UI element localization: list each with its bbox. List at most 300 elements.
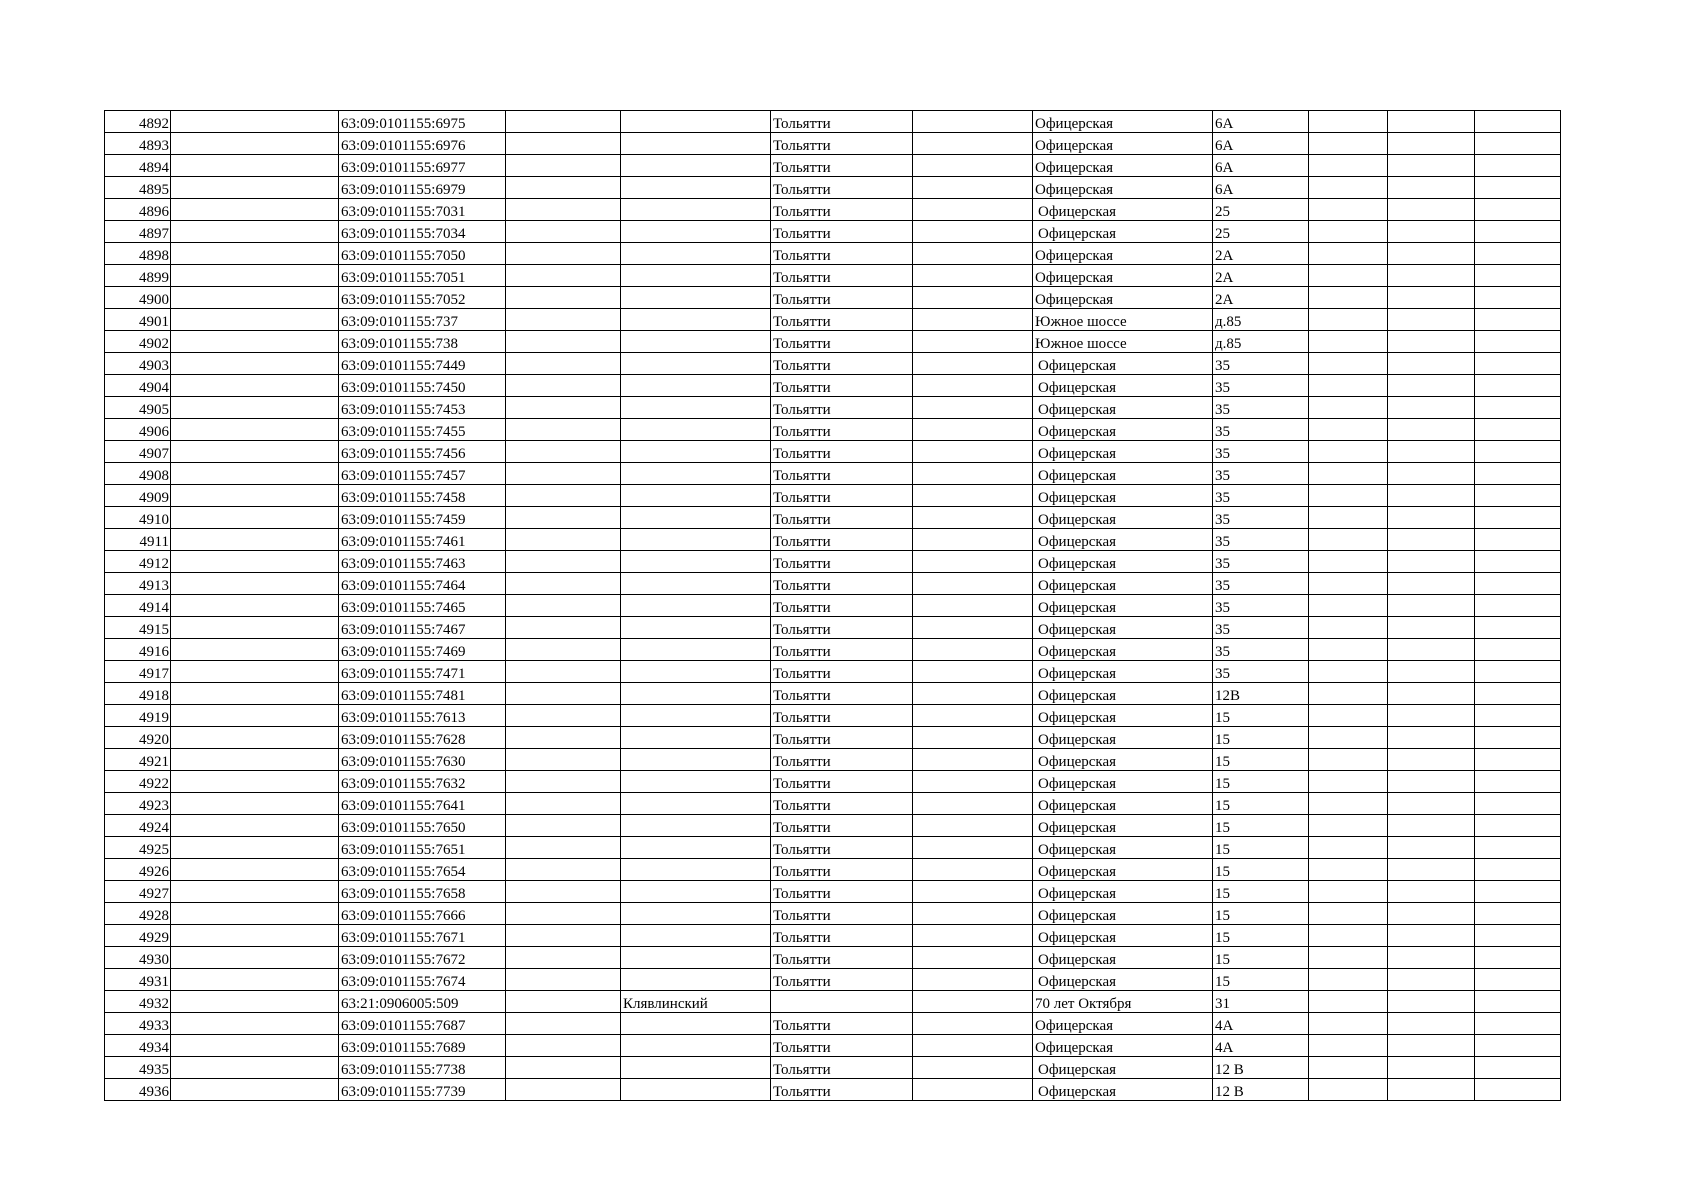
empty-cell — [171, 287, 339, 309]
empty-cell — [1309, 551, 1388, 573]
empty-cell — [1309, 199, 1388, 221]
city-cell: Тольятти — [771, 551, 913, 573]
empty-cell — [1309, 507, 1388, 529]
cadastral-number-cell: 63:09:0101155:7450 — [339, 375, 506, 397]
cadastral-number-cell: 63:09:0101155:7051 — [339, 265, 506, 287]
district-cell — [621, 419, 771, 441]
empty-cell — [506, 111, 621, 133]
empty-cell — [913, 969, 1033, 991]
row-number-cell: 4897 — [105, 221, 171, 243]
city-cell: Тольятти — [771, 859, 913, 881]
empty-cell — [1388, 639, 1475, 661]
empty-cell — [913, 727, 1033, 749]
table-row — [105, 991, 1561, 1013]
empty-cell — [506, 353, 621, 375]
street-cell: Южное шоссе — [1033, 331, 1213, 353]
empty-cell — [1309, 793, 1388, 815]
cadastral-number-cell: 63:09:0101155:7666 — [339, 903, 506, 925]
empty-cell — [1475, 595, 1561, 617]
street-cell: Офицерская — [1033, 793, 1213, 815]
cadastral-number-cell: 63:09:0101155:7672 — [339, 947, 506, 969]
empty-cell — [913, 243, 1033, 265]
city-cell: Тольятти — [771, 243, 913, 265]
cadastral-number-cell: 63:09:0101155:7650 — [339, 815, 506, 837]
table-row — [105, 1035, 1561, 1057]
city-cell: Тольятти — [771, 1035, 913, 1057]
city-cell: Тольятти — [771, 727, 913, 749]
row-number-cell: 4925 — [105, 837, 171, 859]
empty-cell — [913, 925, 1033, 947]
district-cell — [621, 661, 771, 683]
row-number-cell: 4934 — [105, 1035, 171, 1057]
empty-cell — [1309, 353, 1388, 375]
empty-cell — [506, 375, 621, 397]
empty-cell — [1309, 617, 1388, 639]
empty-cell — [1309, 969, 1388, 991]
table-row — [105, 375, 1561, 397]
empty-cell — [171, 661, 339, 683]
empty-cell — [1388, 331, 1475, 353]
row-number-cell: 4931 — [105, 969, 171, 991]
empty-cell — [506, 991, 621, 1013]
empty-cell — [913, 705, 1033, 727]
empty-cell — [171, 881, 339, 903]
street-cell: Офицерская — [1033, 683, 1213, 705]
city-cell: Тольятти — [771, 925, 913, 947]
empty-cell — [1388, 859, 1475, 881]
empty-cell — [1388, 771, 1475, 793]
city-cell: Тольятти — [771, 287, 913, 309]
street-cell: Офицерская — [1033, 199, 1213, 221]
empty-cell — [171, 177, 339, 199]
empty-cell — [506, 551, 621, 573]
empty-cell — [506, 243, 621, 265]
cadastral-number-cell: 63:09:0101155:6979 — [339, 177, 506, 199]
table-row — [105, 199, 1561, 221]
empty-cell — [1388, 903, 1475, 925]
city-cell: Тольятти — [771, 199, 913, 221]
empty-cell — [171, 221, 339, 243]
empty-cell — [171, 309, 339, 331]
table-row — [105, 925, 1561, 947]
house-cell: 25 — [1213, 221, 1309, 243]
empty-cell — [171, 485, 339, 507]
empty-cell — [913, 1079, 1033, 1101]
house-cell: 15 — [1213, 969, 1309, 991]
street-cell: Офицерская — [1033, 177, 1213, 199]
empty-cell — [1475, 573, 1561, 595]
district-cell — [621, 639, 771, 661]
empty-cell — [1309, 419, 1388, 441]
row-number-cell: 4903 — [105, 353, 171, 375]
empty-cell — [171, 903, 339, 925]
empty-cell — [1475, 859, 1561, 881]
table-row — [105, 573, 1561, 595]
empty-cell — [913, 133, 1033, 155]
street-cell: Офицерская — [1033, 573, 1213, 595]
street-cell: Офицерская — [1033, 265, 1213, 287]
house-cell: 35 — [1213, 573, 1309, 595]
street-cell: Офицерская — [1033, 353, 1213, 375]
empty-cell — [171, 595, 339, 617]
row-number-cell: 4898 — [105, 243, 171, 265]
empty-cell — [1475, 419, 1561, 441]
empty-cell — [1388, 463, 1475, 485]
row-number-cell: 4924 — [105, 815, 171, 837]
table-body — [105, 111, 1561, 1101]
empty-cell — [1475, 947, 1561, 969]
empty-cell — [171, 397, 339, 419]
empty-cell — [1309, 991, 1388, 1013]
district-cell — [621, 111, 771, 133]
district-cell — [621, 287, 771, 309]
city-cell: Тольятти — [771, 1079, 913, 1101]
district-cell — [621, 265, 771, 287]
empty-cell — [171, 199, 339, 221]
empty-cell — [1388, 947, 1475, 969]
street-cell: Офицерская — [1033, 155, 1213, 177]
empty-cell — [1475, 287, 1561, 309]
street-cell: Офицерская — [1033, 595, 1213, 617]
street-cell: Офицерская — [1033, 947, 1213, 969]
empty-cell — [1309, 881, 1388, 903]
house-cell: д.85 — [1213, 331, 1309, 353]
empty-cell — [1388, 1057, 1475, 1079]
house-cell: 12В — [1213, 683, 1309, 705]
table-row — [105, 1079, 1561, 1101]
street-cell: Офицерская — [1033, 837, 1213, 859]
empty-cell — [1388, 1079, 1475, 1101]
empty-cell — [1309, 331, 1388, 353]
cadastral-number-cell: 63:09:0101155:7687 — [339, 1013, 506, 1035]
cadastral-number-cell: 63:09:0101155:7449 — [339, 353, 506, 375]
empty-cell — [913, 309, 1033, 331]
street-cell: Офицерская — [1033, 1057, 1213, 1079]
empty-cell — [506, 881, 621, 903]
empty-cell — [1388, 155, 1475, 177]
city-cell: Тольятти — [771, 265, 913, 287]
empty-cell — [1388, 111, 1475, 133]
house-cell: 35 — [1213, 353, 1309, 375]
house-cell: 35 — [1213, 661, 1309, 683]
empty-cell — [506, 309, 621, 331]
street-cell: Офицерская — [1033, 485, 1213, 507]
house-cell: 15 — [1213, 925, 1309, 947]
row-number-cell: 4907 — [105, 441, 171, 463]
empty-cell — [913, 859, 1033, 881]
empty-cell — [506, 441, 621, 463]
row-number-cell: 4929 — [105, 925, 171, 947]
empty-cell — [1388, 727, 1475, 749]
table-row — [105, 309, 1561, 331]
street-cell: Южное шоссе — [1033, 309, 1213, 331]
row-number-cell: 4896 — [105, 199, 171, 221]
empty-cell — [913, 573, 1033, 595]
house-cell: 6А — [1213, 133, 1309, 155]
table-row — [105, 859, 1561, 881]
city-cell: Тольятти — [771, 705, 913, 727]
table-row — [105, 287, 1561, 309]
empty-cell — [171, 353, 339, 375]
empty-cell — [1309, 859, 1388, 881]
table-row — [105, 397, 1561, 419]
house-cell: 15 — [1213, 947, 1309, 969]
empty-cell — [1309, 397, 1388, 419]
house-cell: 2А — [1213, 243, 1309, 265]
city-cell: Тольятти — [771, 441, 913, 463]
empty-cell — [913, 265, 1033, 287]
empty-cell — [913, 441, 1033, 463]
cadastral-number-cell: 63:09:0101155:7481 — [339, 683, 506, 705]
empty-cell — [913, 529, 1033, 551]
row-number-cell: 4917 — [105, 661, 171, 683]
row-number-cell: 4911 — [105, 529, 171, 551]
cadastral-number-cell: 63:09:0101155:7630 — [339, 749, 506, 771]
city-cell: Тольятти — [771, 331, 913, 353]
city-cell: Тольятти — [771, 771, 913, 793]
empty-cell — [1309, 683, 1388, 705]
row-number-cell: 4932 — [105, 991, 171, 1013]
row-number-cell: 4921 — [105, 749, 171, 771]
empty-cell — [506, 749, 621, 771]
table-row — [105, 705, 1561, 727]
empty-cell — [1475, 705, 1561, 727]
empty-cell — [1309, 947, 1388, 969]
district-cell — [621, 749, 771, 771]
empty-cell — [1388, 991, 1475, 1013]
empty-cell — [506, 529, 621, 551]
street-cell: Офицерская — [1033, 1035, 1213, 1057]
house-cell: 35 — [1213, 485, 1309, 507]
city-cell: Тольятти — [771, 617, 913, 639]
empty-cell — [1388, 265, 1475, 287]
empty-cell — [506, 199, 621, 221]
cadastral-number-cell: 63:09:0101155:7464 — [339, 573, 506, 595]
empty-cell — [506, 771, 621, 793]
row-number-cell: 4920 — [105, 727, 171, 749]
empty-cell — [171, 639, 339, 661]
empty-cell — [1475, 1013, 1561, 1035]
table-row — [105, 353, 1561, 375]
empty-cell — [1475, 265, 1561, 287]
street-cell: Офицерская — [1033, 1079, 1213, 1101]
empty-cell — [1309, 639, 1388, 661]
table-row — [105, 331, 1561, 353]
city-cell: Тольятти — [771, 397, 913, 419]
empty-cell — [913, 199, 1033, 221]
city-cell: Тольятти — [771, 529, 913, 551]
house-cell: 15 — [1213, 793, 1309, 815]
district-cell — [621, 1035, 771, 1057]
house-cell: 35 — [1213, 375, 1309, 397]
row-number-cell: 4909 — [105, 485, 171, 507]
empty-cell — [506, 419, 621, 441]
empty-cell — [1475, 485, 1561, 507]
empty-cell — [506, 485, 621, 507]
table-row — [105, 243, 1561, 265]
street-cell: Офицерская — [1033, 815, 1213, 837]
empty-cell — [1475, 991, 1561, 1013]
table-row — [105, 485, 1561, 507]
empty-cell — [1388, 793, 1475, 815]
house-cell: 31 — [1213, 991, 1309, 1013]
empty-cell — [1309, 661, 1388, 683]
cadastral-number-cell: 63:09:0101155:7453 — [339, 397, 506, 419]
row-number-cell: 4914 — [105, 595, 171, 617]
house-cell: 35 — [1213, 639, 1309, 661]
street-cell: Офицерская — [1033, 375, 1213, 397]
empty-cell — [1309, 573, 1388, 595]
empty-cell — [1309, 375, 1388, 397]
empty-cell — [1388, 221, 1475, 243]
house-cell: 35 — [1213, 551, 1309, 573]
empty-cell — [506, 573, 621, 595]
empty-cell — [1475, 815, 1561, 837]
empty-cell — [913, 287, 1033, 309]
empty-cell — [1309, 727, 1388, 749]
row-number-cell: 4906 — [105, 419, 171, 441]
empty-cell — [506, 969, 621, 991]
street-cell: Офицерская — [1033, 551, 1213, 573]
cadastral-number-cell: 63:09:0101155:7034 — [339, 221, 506, 243]
empty-cell — [913, 683, 1033, 705]
empty-cell — [1475, 903, 1561, 925]
district-cell — [621, 529, 771, 551]
row-number-cell: 4918 — [105, 683, 171, 705]
row-number-cell: 4930 — [105, 947, 171, 969]
house-cell: 15 — [1213, 881, 1309, 903]
table-row — [105, 1013, 1561, 1035]
empty-cell — [913, 903, 1033, 925]
empty-cell — [171, 419, 339, 441]
empty-cell — [1475, 881, 1561, 903]
empty-cell — [1475, 199, 1561, 221]
district-cell — [621, 441, 771, 463]
empty-cell — [1309, 925, 1388, 947]
empty-cell — [913, 507, 1033, 529]
table-row — [105, 1057, 1561, 1079]
empty-cell — [1475, 727, 1561, 749]
table-row — [105, 111, 1561, 133]
empty-cell — [1475, 243, 1561, 265]
empty-cell — [913, 947, 1033, 969]
cadastral-number-cell: 63:09:0101155:7457 — [339, 463, 506, 485]
empty-cell — [1475, 837, 1561, 859]
cadastral-number-cell: 63:09:0101155:7459 — [339, 507, 506, 529]
empty-cell — [1388, 573, 1475, 595]
row-number-cell: 4892 — [105, 111, 171, 133]
empty-cell — [171, 727, 339, 749]
city-cell: Тольятти — [771, 595, 913, 617]
empty-cell — [506, 507, 621, 529]
cadastral-number-cell: 63:09:0101155:7671 — [339, 925, 506, 947]
house-cell: 4А — [1213, 1013, 1309, 1035]
cadastral-number-cell: 63:09:0101155:7651 — [339, 837, 506, 859]
district-cell — [621, 925, 771, 947]
empty-cell — [506, 397, 621, 419]
street-cell: Офицерская — [1033, 639, 1213, 661]
house-cell: 15 — [1213, 771, 1309, 793]
empty-cell — [506, 705, 621, 727]
row-number-cell: 4905 — [105, 397, 171, 419]
house-cell: 35 — [1213, 617, 1309, 639]
empty-cell — [1475, 661, 1561, 683]
cadastral-number-cell: 63:09:0101155:7455 — [339, 419, 506, 441]
street-cell: Офицерская — [1033, 749, 1213, 771]
district-cell — [621, 309, 771, 331]
empty-cell — [913, 485, 1033, 507]
empty-cell — [1388, 617, 1475, 639]
empty-cell — [171, 265, 339, 287]
district-cell — [621, 859, 771, 881]
row-number-cell: 4902 — [105, 331, 171, 353]
empty-cell — [171, 507, 339, 529]
city-cell: Тольятти — [771, 639, 913, 661]
street-cell: Офицерская — [1033, 881, 1213, 903]
empty-cell — [1475, 1035, 1561, 1057]
empty-cell — [1475, 111, 1561, 133]
empty-cell — [1475, 551, 1561, 573]
house-cell: 15 — [1213, 903, 1309, 925]
street-cell: Офицерская — [1033, 969, 1213, 991]
empty-cell — [1475, 529, 1561, 551]
street-cell: Офицерская — [1033, 243, 1213, 265]
district-cell — [621, 463, 771, 485]
cadastral-number-cell: 63:09:0101155:7628 — [339, 727, 506, 749]
empty-cell — [913, 221, 1033, 243]
empty-cell — [171, 331, 339, 353]
table-row — [105, 881, 1561, 903]
empty-cell — [913, 419, 1033, 441]
cadastral-number-cell: 63:09:0101155:737 — [339, 309, 506, 331]
city-cell: Тольятти — [771, 1013, 913, 1035]
city-cell: Тольятти — [771, 419, 913, 441]
table-row — [105, 793, 1561, 815]
empty-cell — [1309, 485, 1388, 507]
empty-cell — [913, 353, 1033, 375]
district-cell — [621, 485, 771, 507]
city-cell: Тольятти — [771, 881, 913, 903]
empty-cell — [1309, 243, 1388, 265]
district-cell — [621, 947, 771, 969]
district-cell — [621, 199, 771, 221]
district-cell — [621, 155, 771, 177]
empty-cell — [1309, 595, 1388, 617]
cadastral-number-cell: 63:09:0101155:7469 — [339, 639, 506, 661]
empty-cell — [171, 243, 339, 265]
empty-cell — [913, 1035, 1033, 1057]
empty-cell — [1388, 815, 1475, 837]
district-cell — [621, 243, 771, 265]
house-cell: 12 В — [1213, 1057, 1309, 1079]
house-cell: 35 — [1213, 441, 1309, 463]
street-cell: Офицерская — [1033, 221, 1213, 243]
house-cell: 35 — [1213, 595, 1309, 617]
empty-cell — [1388, 441, 1475, 463]
empty-cell — [506, 727, 621, 749]
district-cell — [621, 1079, 771, 1101]
district-cell — [621, 133, 771, 155]
table-row — [105, 661, 1561, 683]
cadastral-number-cell: 63:09:0101155:7739 — [339, 1079, 506, 1101]
city-cell: Тольятти — [771, 375, 913, 397]
cadastral-number-cell: 63:09:0101155:6977 — [339, 155, 506, 177]
house-cell: 35 — [1213, 507, 1309, 529]
table-row — [105, 727, 1561, 749]
table-row — [105, 529, 1561, 551]
house-cell: 6А — [1213, 177, 1309, 199]
table-row — [105, 221, 1561, 243]
